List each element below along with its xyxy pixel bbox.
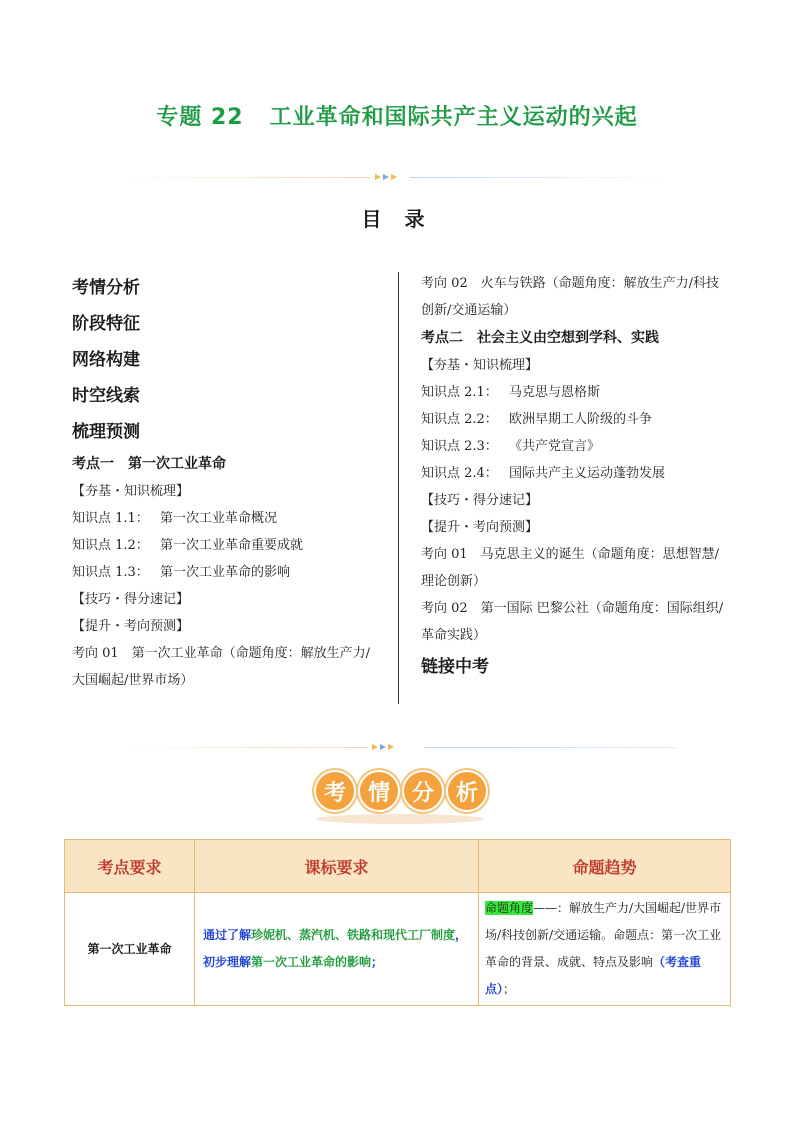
toc-knowledge[interactable]: 知识点 2.3： 《共产党宣言》 <box>421 439 601 454</box>
toc-bracket[interactable]: 【夯基・知识梳理】 <box>421 358 539 373</box>
banner-char: 分 <box>402 770 444 812</box>
toc-bracket[interactable]: 【提升・考向预测】 <box>421 520 539 535</box>
toc-direction[interactable]: 考向 01 第一次工业革命（命题角度：解放生产力/大国崛起/世界市场） <box>72 646 371 688</box>
toc-left-column <box>72 270 382 694</box>
toc-knowledge[interactable]: 知识点 1.2： 第一次工业革命重要成就 <box>72 538 304 553</box>
toc-bracket[interactable]: 【提升・考向预测】 <box>72 619 190 634</box>
curriculum-cell: 通过了解珍妮机、蒸汽机、铁路和现代工厂制度，初步理解第一次工业革命的影响； <box>195 893 479 1006</box>
toc-direction[interactable]: 考向 02 第一国际 巴黎公社（命题角度：国际组织/革命实践） <box>421 601 724 643</box>
requirements-table <box>64 839 731 1006</box>
section-banner <box>314 770 488 812</box>
trend-cell: 命题角度——：解放生产力/大国崛起/世界市场/科技创新/交通运输。命题点：第一次工业革命的背景、成就、特点及影响（考查重点）； <box>479 893 731 1006</box>
header-cell: 考点要求 <box>65 840 195 893</box>
banner-char: 考 <box>314 770 356 812</box>
toc-point[interactable]: 考点一 第一次工业革命 <box>72 456 226 472</box>
toc-knowledge[interactable]: 知识点 2.4： 国际共产主义运动蓬勃发展 <box>421 466 666 481</box>
toc-section[interactable]: 阶段特征 <box>72 314 140 334</box>
divider-arrows-icon <box>372 744 394 750</box>
banner-char: 情 <box>358 770 400 812</box>
banner-shadow <box>316 814 484 824</box>
toc-right-column <box>421 270 731 685</box>
toc-direction[interactable]: 考向 01 马克思主义的诞生（命题角度：思想智慧/理论创新） <box>421 547 720 589</box>
topic-cell: 第一次工业革命 <box>65 893 195 1006</box>
header-cell: 课标要求 <box>195 840 479 893</box>
toc-knowledge[interactable]: 知识点 2.2： 欧洲早期工人阶级的斗争 <box>421 412 653 427</box>
toc-section[interactable]: 时空线索 <box>72 386 140 406</box>
toc-section[interactable]: 考情分析 <box>72 278 140 298</box>
divider-left-2 <box>116 747 368 748</box>
table-row <box>65 893 731 1006</box>
page-title: 专题 22 工业革命和国际共产主义运动的兴起 <box>156 105 638 130</box>
toc-knowledge[interactable]: 知识点 1.1： 第一次工业革命概况 <box>72 511 278 526</box>
toc-section[interactable]: 链接中考 <box>421 657 489 677</box>
toc-knowledge[interactable]: 知识点 1.3： 第一次工业革命的影响 <box>72 565 291 580</box>
toc-point[interactable]: 考点二 社会主义由空想到学科、实践 <box>421 330 659 346</box>
table-header-row <box>65 840 731 893</box>
banner-char: 析 <box>446 770 488 812</box>
toc-bracket[interactable]: 【夯基・知识梳理】 <box>72 484 190 499</box>
toc-knowledge[interactable]: 知识点 2.1： 马克思与恩格斯 <box>421 385 601 400</box>
header-cell: 命题趋势 <box>479 840 731 893</box>
divider-right <box>410 177 675 178</box>
toc-direction[interactable]: 考向 02 火车与铁路（命题角度：解放生产力/科技创新/交通运输） <box>421 276 720 318</box>
divider-left <box>120 177 370 178</box>
divider-arrows-icon <box>375 174 397 180</box>
toc-bracket[interactable]: 【技巧・得分速记】 <box>72 592 190 607</box>
toc-bracket[interactable]: 【技巧・得分速记】 <box>421 493 539 508</box>
toc-title: 目 录 <box>361 207 433 231</box>
column-divider <box>398 272 399 704</box>
toc-section[interactable]: 网络构建 <box>72 350 140 370</box>
divider-right-2 <box>424 747 676 748</box>
toc-section[interactable]: 梳理预测 <box>72 422 140 442</box>
highlight: 命题角度 <box>485 901 534 915</box>
